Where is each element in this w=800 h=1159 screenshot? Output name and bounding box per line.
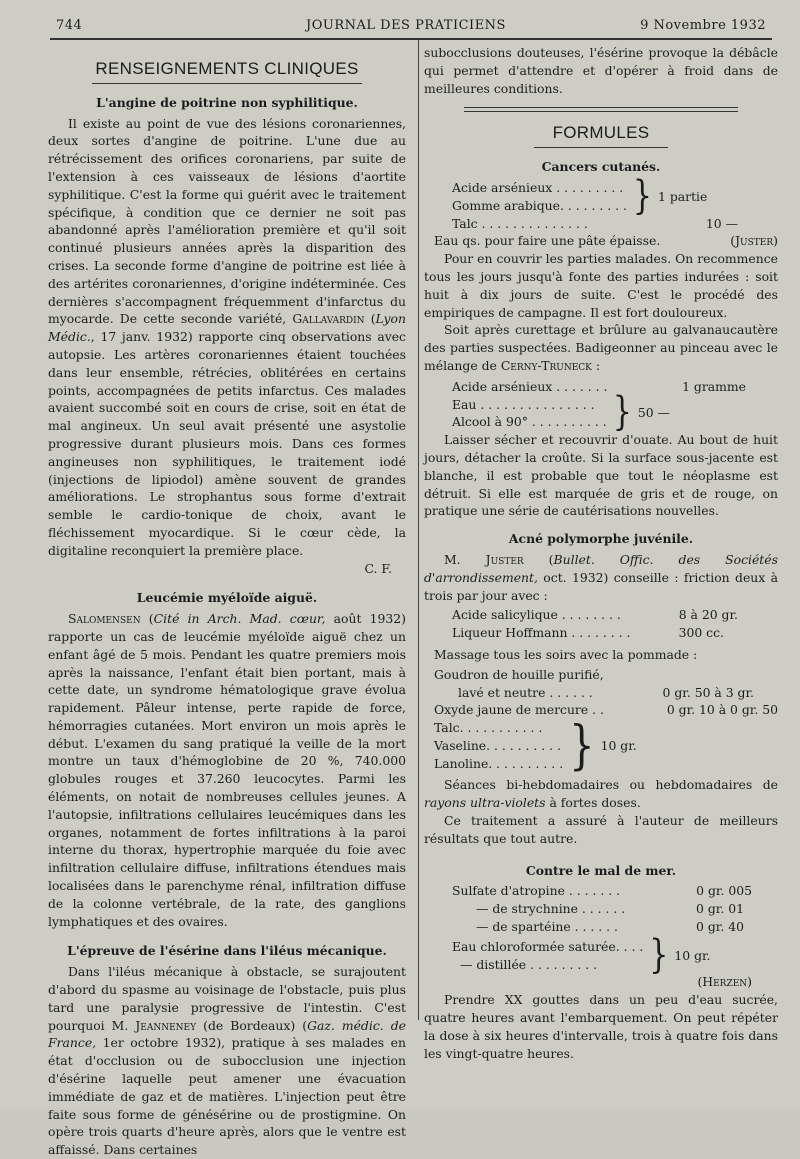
author-name: (Herzen) <box>697 974 752 990</box>
ingredient: Eau . . . . . . . . . . . . . . . <box>452 396 595 412</box>
article-body-leucemie: Salomensen (Cité in Arch. Mad. cœur, août 1932) rapporte un cas de leucémie myéloïde aiguë chez un enfant âgé de 5 mois. Pendant les quatre premiers mois après la naissance, l'enfant était bien portant, mais à cette date, un syndrome hématologique grave évolua rapidement. Pâleur intense, perte rapide de force, hémorragies cutanées. Mort environ un mois après le début. L'examen du sang pratiqué la veille de la mort montre un taux d'hémoglobine de 20 %, 740.000 globules rouges et 37.260 leucocytes. Parmi les éléments, on notait de nombreuses cellules jeunes. A l'autopsie, infiltrations cellulaires leucémiques dans les organes, notamment de fortes infiltrations à la paroi interne du thorax, hypertrophie marquée du foie avec infiltration cellulaire diffuse, infiltrations étendues mais localisées dans le parenchyme rénal, infiltration diffuse de la colonne vertébrale, de la rate, des ganglions lymphatiques et des ovaires. <box>48 611 406 929</box>
column-divider <box>418 40 419 1020</box>
ingredient: — distillée . . . . . . . . . <box>460 956 598 972</box>
formula-group <box>424 173 778 219</box>
author-name: Gallavardin <box>292 311 365 327</box>
ingredient-dose: 1 partie <box>658 188 708 204</box>
journal-ref: Lyon Médic. <box>48 311 406 345</box>
ingredient-row: — de strychnine . . . . . . 0 gr. 01 <box>476 901 744 917</box>
article-body-angine: Il existe au point de vue des lésions coronariennes, deux sortes d'angine de poitrine. L'une due au rétrécissement des orifices coronariens, par suite de l'extension à ces vaisseaux de lésions d'aortite syphilitique. C'est la forme qui guérit avec le traitement spécifique, à condition que ce dernier ne soit pas abandonné après l'amélioration première et qu'il soit continué plusieurs années après la disparition des crises. La seconde forme d'angine de poitrine est liée à des artérites coronariennes, d'origine indéterminée. Ces dernières s'accompagnent fréquemment d'infarctus du myocarde. De cette seconde variété, Gallavardin (Lyon Médic., 17 janv. 1932) rapporte cinq observations avec autopsie. Les artères coronariennes étaient touchées dans leur ensemble, rétrécies, oblitérées en certains points, accompagnées de petits infarctus. Ces malades avaient succombé soit en cours de crise, soit en état de mal angineux. Un seul avait présenté une asystolie progressive durant plusieurs mois. Dans ces formes angineuses non syphilitiques, le traitement iodé (injections de lipiodol) amène souvent de grandes améliorations. Le strophantus sous forme d'extrait semble le cardio-tonique de choix, avant le fléchissement myocardique. Si le cœur cède, la digitaline reconquiert la première place. <box>48 115 406 558</box>
formula-title-mal-de-mer: Contre le mal de mer. <box>525 862 677 878</box>
ingredient: Alcool à 90° . . . . . . . . . . <box>452 414 607 430</box>
journal-ref: Gaz. médic. de France, <box>48 1017 406 1051</box>
ingredient-row: Sulfate d'atropine . . . . . . . 0 gr. 005 <box>452 883 752 899</box>
formula-text: Laisser sécher et recouvrir d'ouate. Au bout de huit jours, détacher la croûte. Si la surface sous-jacente est blanche, il est probable que tout le néoplasme est détruit. Si elle est marquée de gris et de rouge, on pratique une série de cautérisations nouvelles. <box>424 432 778 519</box>
header-rule <box>50 38 772 40</box>
ingredient-list <box>424 882 778 935</box>
formula-group <box>424 389 778 436</box>
ingredient: Eau chloroformée saturée. . . . <box>452 938 644 954</box>
formula-text: Prendre XX gouttes dans un peu d'eau sucrée, quatre heures avant l'embarquement. On peut répéter la dose à six heures d'intervalle, trois à quatre fois dans les vingt-quatre heures. <box>424 992 778 1061</box>
author-name: Salomensen <box>68 611 141 627</box>
brace-glyph: } <box>612 389 632 436</box>
formula-text: Séances bi-hebdomadaires ou hebdomadaires de rayons ultra-violets à fortes doses. <box>424 777 778 811</box>
formula-text: Pour en couvrir les parties malades. On recommence tous les jours jusqu'à fonte des parties indurées : soit huit à dix jours de suite. C'est le procédé des empiriques de campagne. Il est fort douloureux. <box>424 251 778 320</box>
author-name: Juster <box>485 551 524 567</box>
right-column <box>424 44 778 1062</box>
ingredient-row: Oxyde jaune de mercure . . 0 gr. 10 à 0 gr. 50 <box>434 702 778 718</box>
ingredient: Lanoline. . . . . . . . . . <box>434 755 564 771</box>
ingredient-row: Acide arsénieux . . . . . . . 1 gramme <box>452 378 746 394</box>
ingredient: Vaseline. . . . . . . . . . <box>434 737 561 753</box>
formula-note: Eau qs. pour faire une pâte épaisse. (Juster) <box>434 233 778 249</box>
ingredient-row: lavé et neutre . . . . . . 0 gr. 50 à 3 gr. <box>458 684 754 700</box>
article-continuation: subocclusions douteuses, l'ésérine provoque la débâcle qui permet d'attendre et d'opérer à froid dans de meilleures conditions. <box>424 45 778 96</box>
ingredient: Gomme arabique. . . . . . . . . <box>452 197 627 213</box>
ingredient-list <box>424 606 778 642</box>
author-name: (Juster) <box>730 233 778 249</box>
ingredient-dose: 10 gr. <box>674 947 711 963</box>
ingredient: Goudron de houille purifié, <box>434 666 604 682</box>
journal-ref: Cité in Arch. Mad. cœur, <box>153 611 326 627</box>
brace-glyph: } <box>649 932 669 978</box>
running-header <box>56 16 766 38</box>
ingredient-dose: 10 gr. <box>600 737 637 753</box>
issue-date: 9 Novembre 1932 <box>640 18 766 33</box>
brace-glyph: } <box>632 173 653 219</box>
formula-title-acne: Acné polymorphe juvénile. <box>508 531 694 547</box>
ingredient-row: Talc . . . . . . . . . . . . . . 10 — <box>452 215 738 231</box>
author-name: Cerny-Truneck <box>500 357 592 373</box>
section-title: RENSEIGNEMENTS CLINIQUES <box>92 60 362 84</box>
formula-text: Ce traitement a assuré à l'auteur de meilleurs résultats que tout autre. <box>424 813 778 846</box>
formula-text: M. Juster (Bullet. Offic. des Sociétés d'arrondissement, oct. 1932) conseille : friction deux à trois par jour avec : <box>424 551 778 603</box>
formules-title: FORMULES <box>534 124 668 148</box>
article-title-angine: L'angine de poitrine non syphilitique. <box>96 94 358 110</box>
formula-text: Massage tous les soirs avec la pommade : <box>434 646 698 662</box>
article-signature: C. F. <box>364 560 392 576</box>
page-number: 744 <box>56 18 83 33</box>
formula-group <box>424 715 778 776</box>
ingredient-dose: 50 — <box>637 405 670 421</box>
article-title-eserine: L'épreuve de l'ésérine dans l'iléus mécanique. <box>67 943 387 959</box>
journal-title: JOURNAL DES PRATICIENS <box>306 18 506 33</box>
formula-title-cancers: Cancers cutanés. <box>541 159 661 175</box>
formula-text: Soit après curettage et brûlure au galvanaucautère des parties suspectées. Badigeonner au pinceau avec le mélange de Cerny-Truneck : <box>424 322 778 373</box>
journal-ref: Bullet. Offic. des Sociétés d'arrondissement, <box>424 551 778 585</box>
ingredient-row: — de spartéine . . . . . . 0 gr. 40 <box>476 919 744 935</box>
formula-group <box>424 932 778 978</box>
ingredient: Acide arsénieux . . . . . . . . . <box>452 179 624 195</box>
double-rule <box>464 107 738 112</box>
ingredient-row: Liqueur Hoffmann . . . . . . . . 300 cc. <box>452 625 724 641</box>
left-column <box>48 48 406 1159</box>
article-body-eserine: Dans l'iléus mécanique à obstacle, se surajoutent d'abord du spasme au voisinage de l'obstacle, puis plus tard une paralysie progressive de l'intestin. C'est pourquoi M. Jeanneney (de Bordeaux) (Gaz. médic. de France, 1er octobre 1932), pratique à ses malades en état d'occlusion ou de subocclusion une injection d'ésérine laquelle peut amener une évacuation immédiate de gaz et de matières. L'injection peut être faite sous forme de génésérine ou de prostigmine. On opère trois quarts d'heure après, alors que le ventre est affaissé. Dans certaines <box>48 964 406 1158</box>
author-name: Jeanneney <box>135 1017 197 1033</box>
article-title-leucemie: Leucémie myéloïde aiguë. <box>136 590 318 606</box>
ingredient-row: Acide salicylique . . . . . . . . 8 à 20 gr. <box>452 607 738 623</box>
brace-glyph: } <box>569 715 595 776</box>
ingredient: Talc. . . . . . . . . . . <box>434 720 543 736</box>
